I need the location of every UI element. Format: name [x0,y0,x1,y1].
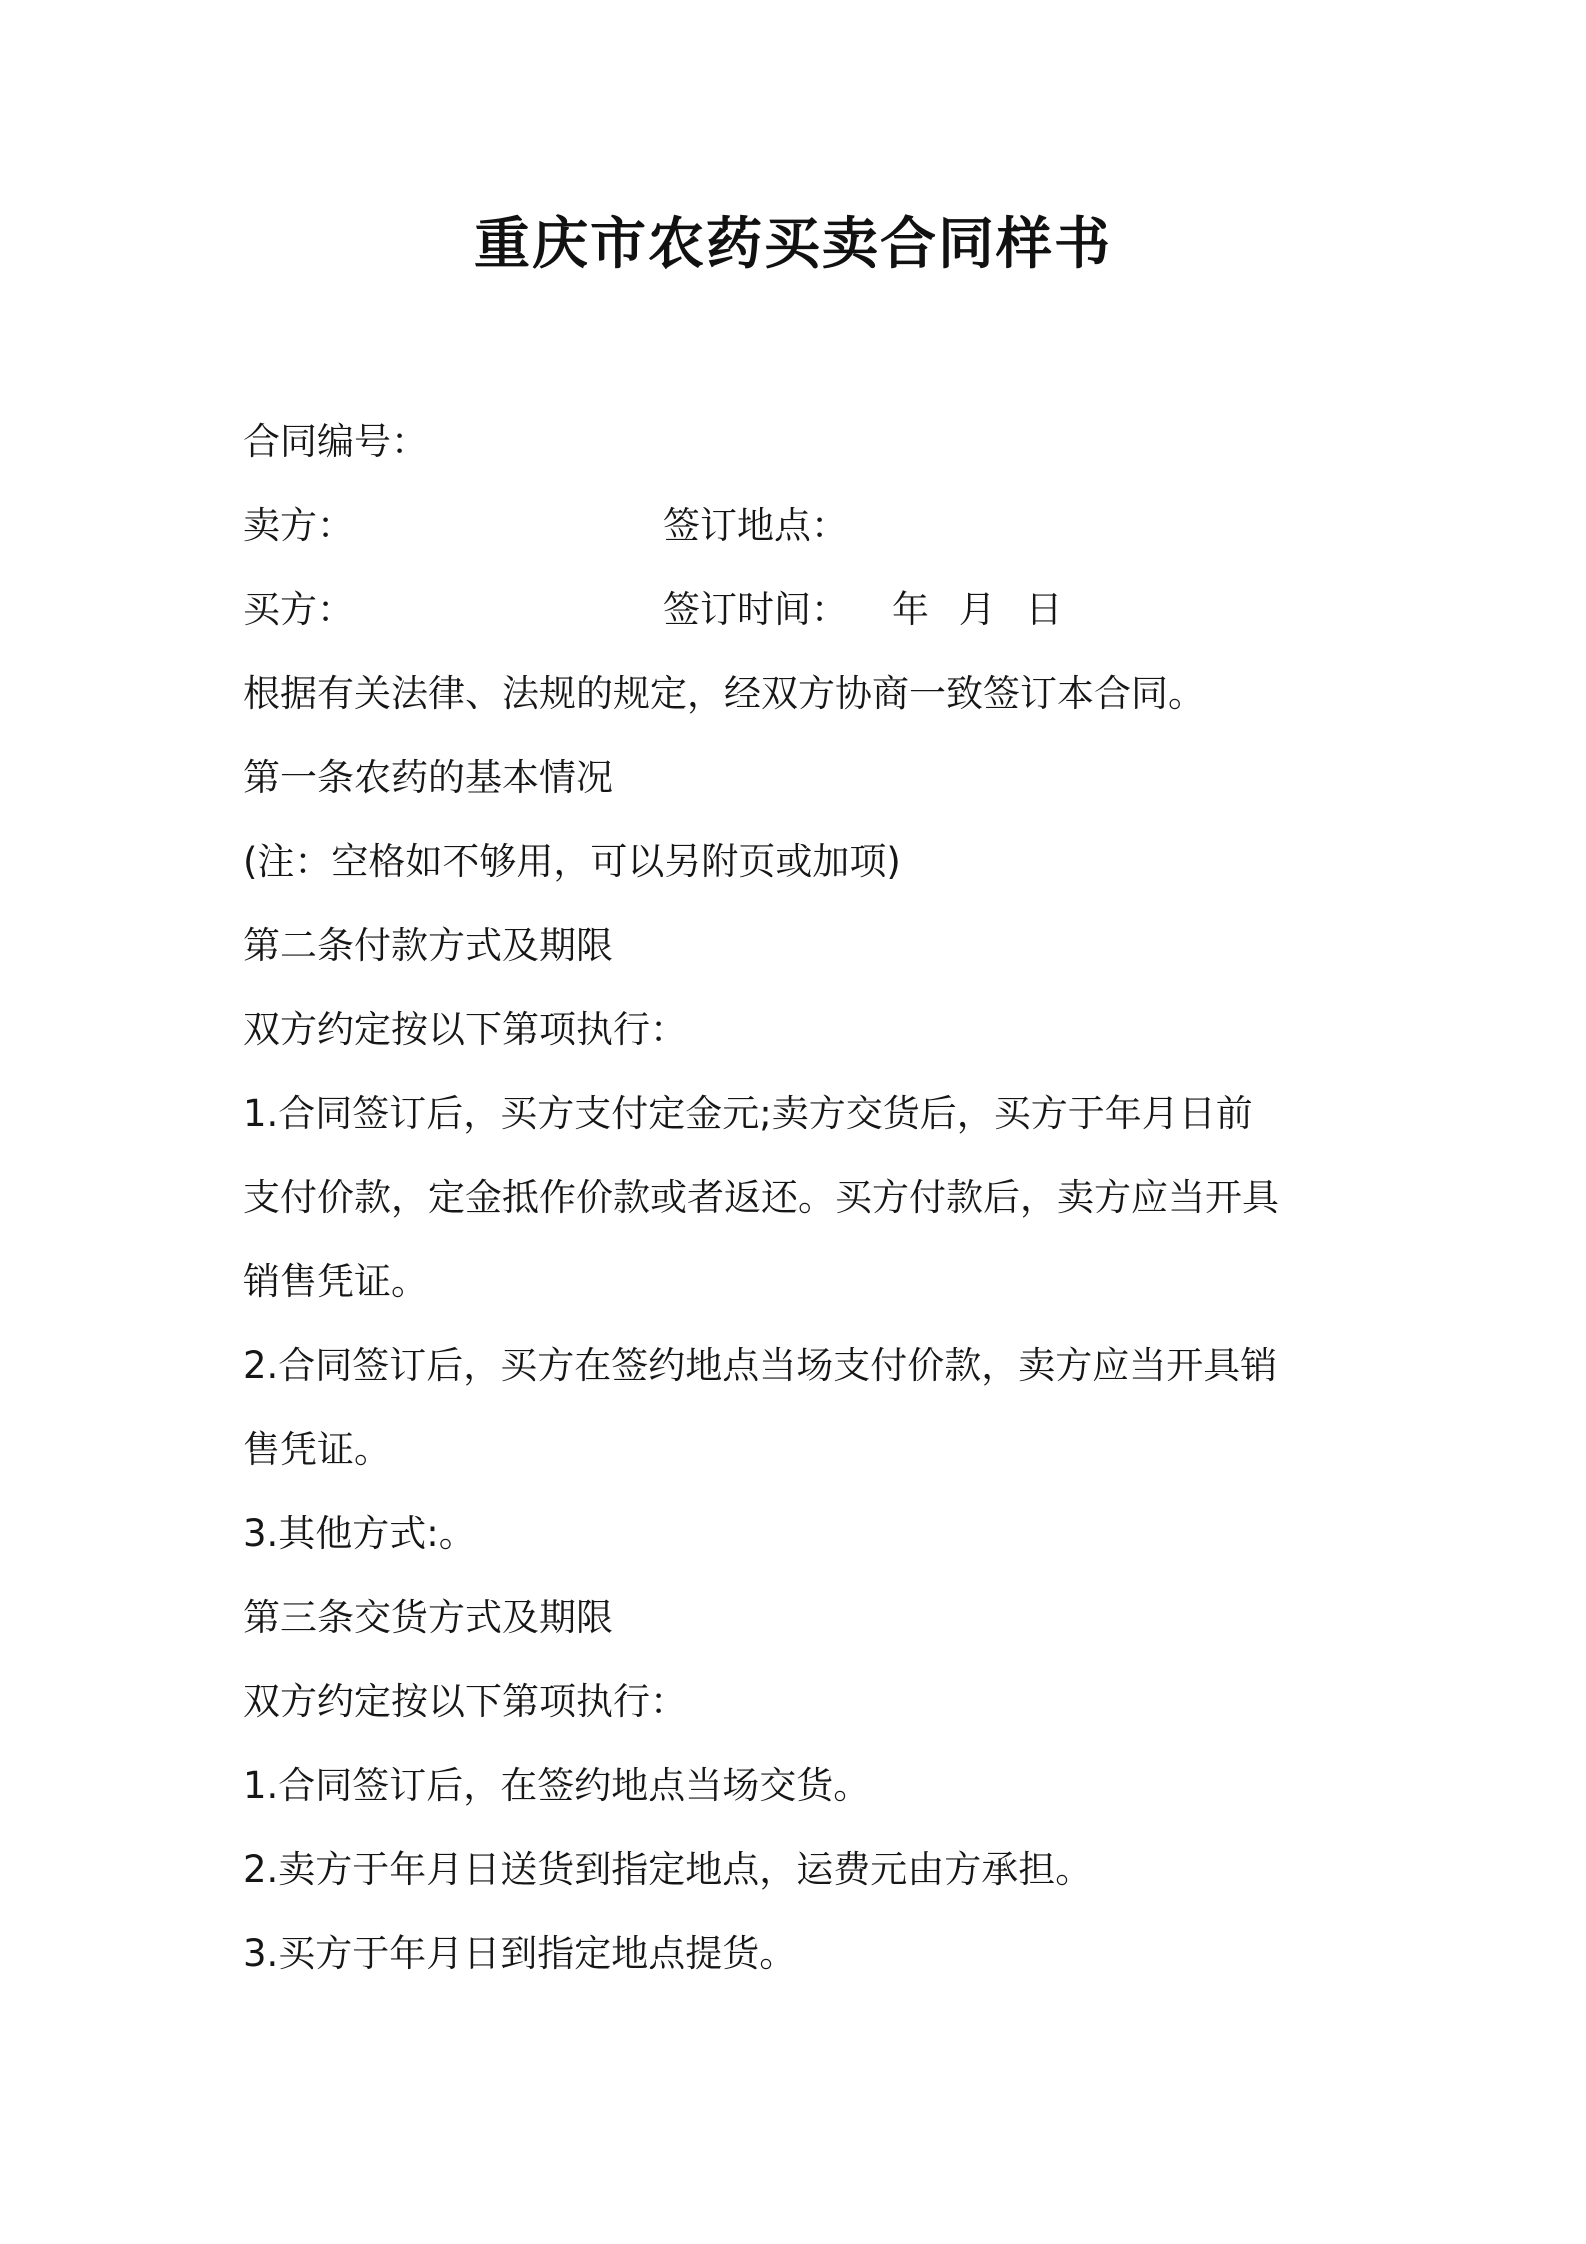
seller-line [243,484,1358,568]
article-1-heading: 第一条农药的基本情况 [243,756,613,799]
sign-place-label: 签订地点： [663,504,848,547]
article-1-note: (注：空格如不够用，可以另附页或加项) [243,840,901,883]
article-2-item-2-line-2: 售凭证。 [243,1428,391,1471]
document-body [243,400,1358,1996]
seller-label: 卖方： [243,504,354,547]
article-3-heading: 第三条交货方式及期限 [243,1596,613,1639]
article-3-intro: 双方约定按以下第项执行： [243,1680,687,1723]
article-2-item-1-line-2: 支付价款，定金抵作价款或者返还。买方付款后，卖方应当开具 [243,1176,1279,1219]
buyer-label: 买方： [243,588,354,631]
document-title: 重庆市农药买卖合同样书 [474,212,1112,277]
sign-date: 年 月 日 [892,588,1063,631]
paragraph-basis: 根据有关法律、法规的规定，经双方协商一致签订本合同。 [243,672,1205,715]
buyer-line [243,568,1358,652]
article-2-intro: 双方约定按以下第项执行： [243,1008,687,1051]
contract-number-line: 合同编号： [243,420,428,463]
article-3-item-1: 1.合同签订后，在签约地点当场交货。 [243,1764,871,1807]
article-2-item-1-line-1: 1.合同签订后，买方支付定金元;卖方交货后，买方于年月日前 [243,1092,1253,1135]
article-2-item-2-line-1: 2.合同签订后，买方在签约地点当场支付价款，卖方应当开具销 [243,1344,1278,1387]
article-2-item-3: 3.其他方式:。 [243,1512,476,1555]
article-3-item-3: 3.买方于年月日到指定地点提货。 [243,1932,797,1975]
article-3-item-2: 2.卖方于年月日送货到指定地点，运费元由方承担。 [243,1848,1093,1891]
article-2-heading: 第二条付款方式及期限 [243,924,613,967]
article-2-item-1-line-3: 销售凭证。 [243,1260,428,1303]
sign-time-label: 签订时间： [663,588,848,631]
